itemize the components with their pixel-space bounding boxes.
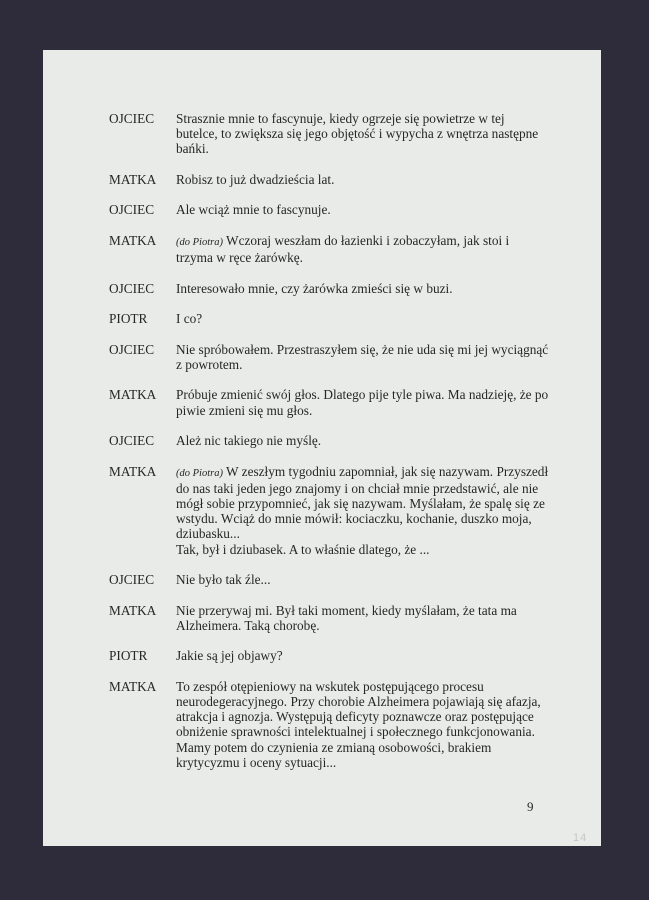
dialogue-text: I co? xyxy=(176,311,203,327)
dialogue-text: Wczoraj weszłam do łazienki i zobaczyłam, jak stoi i trzyma w ręce żarówkę. xyxy=(176,232,510,266)
dialogue-line xyxy=(176,464,549,557)
dialogue-line xyxy=(176,233,549,265)
speaker-name: OJCIEC xyxy=(109,280,155,296)
speaker-name: OJCIEC xyxy=(109,202,155,218)
speaker-name: MATKA xyxy=(109,171,157,187)
dialogue-line xyxy=(176,202,549,217)
dialogue-line xyxy=(176,572,549,587)
speaker-name: MATKA xyxy=(109,678,157,694)
document-page xyxy=(43,50,601,846)
dialogue-entry xyxy=(109,281,549,296)
dialogue-entry xyxy=(109,387,549,417)
dialogue-text: Strasznie mnie to fascynuje, kiedy ogrzeje się powietrze w tej butelce, to zwiększa się jego objętość i wypycha z wnętrza następne bańki. xyxy=(176,111,539,157)
speaker-name: MATKA xyxy=(109,602,157,618)
dialogue-line xyxy=(176,679,549,770)
page-number: 9 xyxy=(527,799,534,814)
dialogue-entry xyxy=(109,311,549,326)
dialogue-line xyxy=(176,387,549,417)
dialogue-text: Ależ nic takiego nie myślę. xyxy=(176,433,322,449)
speaker-name: MATKA xyxy=(109,232,157,248)
dialogue-line xyxy=(176,603,549,633)
dialogue-entry xyxy=(109,648,549,663)
stage-direction: (do Piotra) xyxy=(176,236,223,248)
dialogue-entry xyxy=(109,233,549,265)
dialogue-entry xyxy=(109,202,549,217)
dialogue-text: Nie było tak źle... xyxy=(176,572,271,588)
dialogue-line xyxy=(176,433,549,448)
speaker-name: MATKA xyxy=(109,463,157,479)
dialogue-list xyxy=(109,111,549,785)
dialogue-text: Robisz to już dwadzieścia lat. xyxy=(176,171,335,187)
dialogue-entry xyxy=(109,464,549,557)
dialogue-line xyxy=(176,342,549,372)
dialogue-line xyxy=(176,281,549,296)
dialogue-text: Interesowało mnie, czy żarówka zmieści się w buzi. xyxy=(176,280,453,296)
dialogue-entry xyxy=(109,433,549,448)
dialogue-text: Nie przerywaj mi. Był taki moment, kiedy myślałam, że tata ma Alzheimera. Taką chorobę. xyxy=(176,602,517,633)
dialogue-text: Nie spróbowałem. Przestraszyłem się, że nie uda się mi jej wyciągnąć z powrotem. xyxy=(176,341,549,372)
speaker-name: PIOTR xyxy=(109,648,148,664)
dialogue-entry xyxy=(109,572,549,587)
dialogue-entry xyxy=(109,679,549,770)
speaker-name: OJCIEC xyxy=(109,341,155,357)
speaker-name: OJCIEC xyxy=(109,111,155,126)
handwritten-page-mark: 14 xyxy=(573,832,588,844)
stage-direction: (do Piotra) xyxy=(176,467,223,479)
dialogue-entry xyxy=(109,342,549,372)
dialogue-entry xyxy=(109,172,549,187)
dialogue-text: Jakie są jej objawy? xyxy=(176,648,283,664)
speaker-name: OJCIEC xyxy=(109,433,155,449)
dialogue-line xyxy=(176,172,549,187)
dialogue-line xyxy=(176,648,549,663)
dialogue-text: To zespół otępieniowy na wskutek postępującego procesu neurodegeracyjnego. Przy chorobie Alzheimera pojawiają się afazja, atrakcja i agnozja. Występują deficyty poznawcze oraz postępujące obniżenie sprawności intelektualnej i społecznego funkcjonowania. Mamy potem do czynienia ze zmianą osobowości, brakiem krytycyzmu i oceny sytuacji... xyxy=(176,678,541,770)
speaker-name: OJCIEC xyxy=(109,572,155,588)
dialogue-line xyxy=(176,311,549,326)
speaker-name: MATKA xyxy=(109,387,157,403)
speaker-name: PIOTR xyxy=(109,311,148,327)
dialogue-text: Próbuje zmienić swój głos. Dlatego pije tyle piwa. Ma nadzieję, że po piwie zmieni się mu głos. xyxy=(176,387,549,418)
dialogue-entry xyxy=(109,111,549,157)
dialogue-text: Ale wciąż mnie to fascynuje. xyxy=(176,202,331,218)
dialogue-text: W zeszłym tygodniu zapomniał, jak się nazywam. Przyszedł do nas taki jeden jego znajomy i on chciał mnie przedstawić, ale nie mógł sobie przypomnieć, jak się nazywam. Myślałam, że spalę się ze wstydu. Wciąż do mnie mówił: kociaczku, kochanie, duszko moja, dziubasku... Tak, był i dziubasek. A to właśnie dlatego, że ... xyxy=(176,463,549,557)
dialogue-line xyxy=(176,111,549,157)
dialogue-entry xyxy=(109,603,549,633)
